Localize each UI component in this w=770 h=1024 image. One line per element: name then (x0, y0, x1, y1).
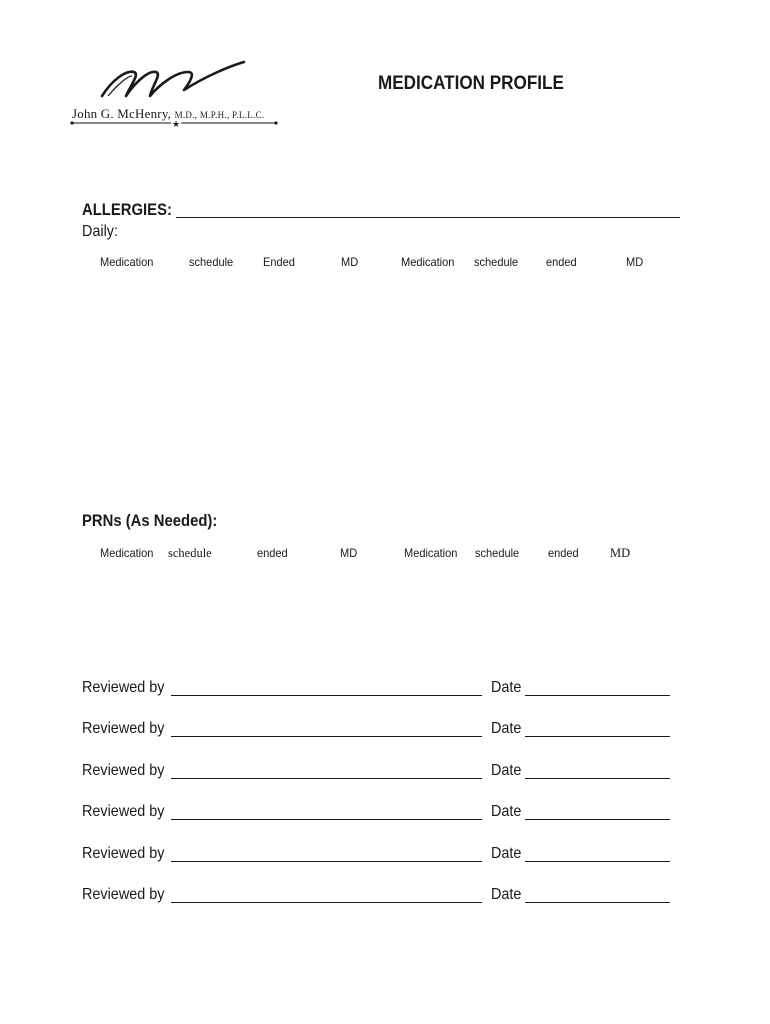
date-input-line[interactable] (525, 695, 670, 696)
reviewed-by-label: Reviewed by (82, 845, 165, 862)
prn-col-medication: Medication (100, 546, 154, 560)
prn-col-md: MD (340, 546, 358, 560)
date-label: Date (491, 720, 522, 737)
reviewed-by-input-line[interactable] (171, 861, 482, 862)
date-input-line[interactable] (525, 778, 670, 779)
daily-label: Daily: (82, 223, 119, 240)
allergies-input-line[interactable] (176, 217, 680, 218)
review-row (82, 720, 682, 742)
reviewed-by-label: Reviewed by (82, 886, 165, 903)
date-label: Date (491, 886, 522, 903)
reviewed-by-input-line[interactable] (171, 695, 482, 696)
reviewed-by-label: Reviewed by (82, 720, 165, 737)
daily-col-md-2: MD (626, 255, 644, 269)
prn-col-ended-2: ended (548, 546, 579, 560)
date-input-line[interactable] (525, 736, 670, 737)
prn-col-medication-2: Medication (404, 546, 458, 560)
doctor-name-text: John G. McHenry, (72, 106, 172, 121)
reviewed-by-label: Reviewed by (82, 803, 165, 820)
daily-col-schedule: schedule (189, 255, 234, 269)
prn-col-schedule: schedule (168, 546, 212, 560)
form-title: MEDICATION PROFILE (378, 73, 564, 94)
reviewed-by-label: Reviewed by (82, 762, 165, 779)
allergies-label: ALLERGIES: (82, 201, 172, 219)
prn-label: PRNs (As Needed): (82, 512, 218, 530)
svg-text:★: ★ (172, 120, 181, 128)
reviewed-by-input-line[interactable] (171, 902, 482, 903)
date-label: Date (491, 762, 522, 779)
date-input-line[interactable] (525, 902, 670, 903)
prn-col-ended: ended (257, 546, 288, 560)
review-row (82, 679, 682, 701)
daily-col-schedule-2: schedule (474, 255, 519, 269)
daily-col-ended-2: ended (546, 255, 577, 269)
date-input-line[interactable] (525, 861, 670, 862)
review-row (82, 886, 682, 908)
reviewed-by-input-line[interactable] (171, 736, 482, 737)
reviewed-by-input-line[interactable] (171, 819, 482, 820)
reviewed-by-input-line[interactable] (171, 778, 482, 779)
date-label: Date (491, 845, 522, 862)
prn-col-md-2: MD (610, 546, 631, 560)
daily-col-medication: Medication (100, 255, 154, 269)
daily-col-md: MD (341, 255, 359, 269)
prn-col-schedule-2: schedule (475, 546, 520, 560)
review-row (82, 803, 682, 825)
date-label: Date (491, 803, 522, 820)
daily-col-medication-2: Medication (401, 255, 455, 269)
date-input-line[interactable] (525, 819, 670, 820)
review-row (82, 762, 682, 784)
date-label: Date (491, 679, 522, 696)
reviewed-by-label: Reviewed by (82, 679, 165, 696)
daily-col-ended: Ended (263, 255, 295, 269)
review-row (82, 845, 682, 867)
doctor-credentials: M.D., M.P.H., P.L.L.C. (174, 110, 265, 120)
doctor-name (72, 106, 264, 122)
